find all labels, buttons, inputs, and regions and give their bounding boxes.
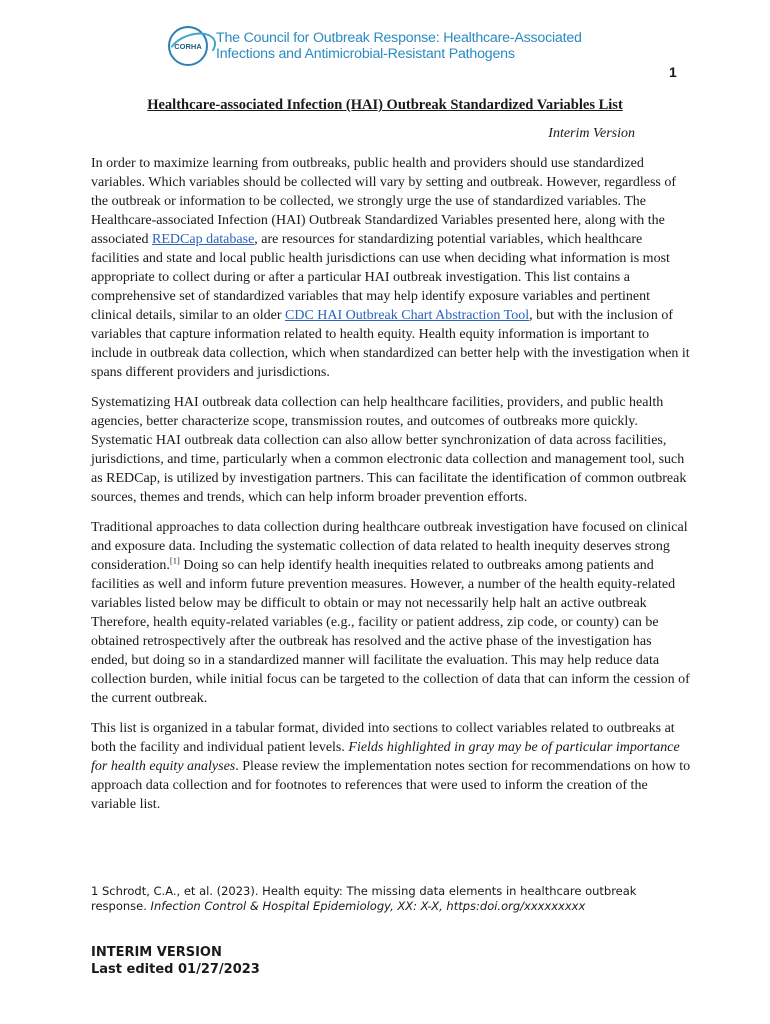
cdc-chart-abstraction-tool-link[interactable]: CDC HAI Outbreak Chart Abstraction Tool [285,308,530,323]
paragraph-organization [91,719,691,814]
paragraph-text: This list is organized in a tabular format, divided into sections to collect variables related to outbreaks at both the facility and individual patient levels. [91,721,675,755]
redcap-database-link[interactable]: REDCap database [152,232,255,247]
footnote-text: 1 Schrodt, C.A., et al. (2023). Health equity: The missing data elements in healthcare outbreak response. [91,884,637,913]
paragraph-text: , but with the inclusion of variables that capture information related to health equity. Health equity information is important to include in outbreak data collection, which when standardized can better help with the investigation when it spans different providers and jurisdictions. [91,308,690,380]
organization-name [216,30,582,62]
footnote-doi: https:doi.org/xxxxxxxxx [446,899,586,913]
page-footer [91,944,260,978]
paragraph-traditional-approaches [91,518,691,708]
paragraph-text: . Please review the implementation notes section for recommendations on how to approach data collection and for footnotes to references that were used to inform the creation of the variable list. [91,759,691,812]
interim-version-label: INTERIM VERSION [91,945,222,960]
logo-abbreviation: CORHA [174,41,202,51]
page-number: 1 [669,64,677,80]
footnote [91,884,691,914]
footnote-reference[interactable]: [1] [169,555,180,566]
org-name-line-1: The Council for Outbreak Response: Healthcare-Associated [216,30,582,46]
paragraph-text: Doing so can help identify health inequities related to outbreaks among patients and facilities as well and inform future prevention measures. However, a number of the health equity-related variables listed below may be difficult to obtain or may not necessarily help halt an active outbreak Therefore, health equity-related variables (e.g., facility or patient address, zip code, or county) can be obtained retrospectively after the outbreak has resolved and the active phase of the investigation has ended, but doing so in a standardized manner will facilitate the evaluation. This may help reduce data collection burden, while initial focus can be targeted to the collection of data that can inform the cession of the current outbreak. [91,558,690,706]
paragraph-text: Traditional approaches to data collection during healthcare outbreak investigation have focused on clinical and exposure data. Including the systematic collection of data related to health inequity deserves strong consideration. [91,520,688,573]
last-edited-date: Last edited 01/27/2023 [91,962,260,977]
paragraph-text: In order to maximize learning from outbreaks, public health and providers should use standardized variables. Which variables should be collected will vary by setting and outbreak. However, regardless of the outbreak or information to be collected, we strongly urge the use of standardized variables. The Healthcare-associated Infection (HAI) Outbreak Standardized Variables presented here, along with the associated [91,156,677,247]
corha-logo-icon [168,26,208,66]
document-body [91,154,691,825]
paragraph-systematizing: Systematizing HAI outbreak data collection can help healthcare facilities, providers, and public health agencies, better characterize scope, transmission routes, and outcomes of outbreaks more quickly. Systematic HAI outbreak data collection can also allow better synchronization of data across facilities, jurisdictions, and time, particularly when a common electronic data collection and management tool, such as REDCap, is utilized by investigation partners. This can facilitate the identification of common outbreak sources, themes and trends, which can help inform broader prevention efforts. [91,395,687,505]
org-name-line-2: Infections and Antimicrobial-Resistant Pathogens [216,46,515,62]
corha-logo [168,26,582,66]
document-title: Healthcare-associated Infection (HAI) Outbreak Standardized Variables List [147,97,623,113]
document-subtitle: Interim Version [548,126,635,141]
paragraph-emphasis: Fields highlighted in gray may be of particular importance for health equity analyses [91,740,680,774]
footnote-text: , XX: X-X, [390,899,447,913]
footnote-journal: Infection Control & Hospital Epidemiology [150,899,391,913]
paragraph-intro [91,154,691,382]
paragraph-text: , are resources for standardizing potential variables, which healthcare facilities and state and local public health jurisdictions can use when deciding what information is most appropriate to collect during or after a particular HAI outbreak investigation. This list contains a comprehensive set of standardized variables that may help identify exposure variables and pertinent clinical details, similar to an older [91,232,670,323]
